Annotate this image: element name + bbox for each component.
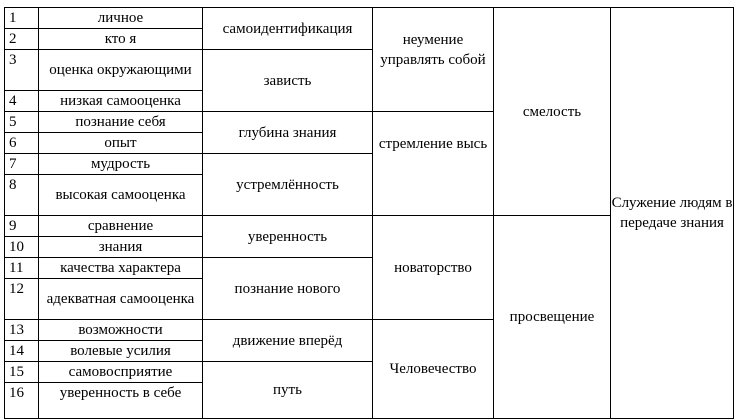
row-number: 1	[5, 8, 39, 29]
level5-cell: Служение людям в передаче знания	[611, 8, 734, 419]
level2-cell: самоидентификация	[203, 8, 373, 50]
row-number: 16	[5, 383, 39, 419]
item-cell: знания	[39, 237, 203, 258]
row-number: 14	[5, 341, 39, 362]
level4-cell: просвещение	[494, 216, 611, 419]
item-cell: сравнение	[39, 216, 203, 237]
level2-cell: путь	[203, 362, 373, 419]
level4-cell: смелость	[494, 8, 611, 216]
item-cell: качества характера	[39, 258, 203, 279]
row-number: 2	[5, 29, 39, 50]
row-number: 13	[5, 320, 39, 341]
item-cell: личное	[39, 8, 203, 29]
item-cell: кто я	[39, 29, 203, 50]
item-cell: волевые усилия	[39, 341, 203, 362]
level3-cell: новаторство	[373, 216, 494, 320]
item-cell: мудрость	[39, 154, 203, 175]
item-cell: оценка окружающими	[39, 50, 203, 91]
row-number: 5	[5, 112, 39, 133]
row-number: 6	[5, 133, 39, 154]
item-cell: низкая самооценка	[39, 91, 203, 112]
item-cell: возможности	[39, 320, 203, 341]
row-number: 8	[5, 175, 39, 216]
item-cell: высокая самооценка	[39, 175, 203, 216]
item-cell: опыт	[39, 133, 203, 154]
level3-cell: стремление высь	[373, 112, 494, 216]
level3-cell: неумение управлять собой	[373, 8, 494, 112]
row-number: 10	[5, 237, 39, 258]
level2-cell: познание нового	[203, 258, 373, 320]
row-number: 4	[5, 91, 39, 112]
level2-cell: уверенность	[203, 216, 373, 258]
item-cell: уверенность в себе	[39, 383, 203, 419]
level2-cell: устремлённость	[203, 154, 373, 216]
row-number: 9	[5, 216, 39, 237]
row-number: 11	[5, 258, 39, 279]
level2-cell: зависть	[203, 50, 373, 112]
level2-cell: глубина знания	[203, 112, 373, 154]
level2-cell: движение вперёд	[203, 320, 373, 362]
item-cell: самовосприятие	[39, 362, 203, 383]
level3-cell: Человечество	[373, 320, 494, 419]
row-number: 7	[5, 154, 39, 175]
hierarchy-table	[4, 7, 734, 419]
item-cell: познание себя	[39, 112, 203, 133]
row-number: 3	[5, 50, 39, 91]
row-number: 15	[5, 362, 39, 383]
item-cell: адекватная самооценка	[39, 279, 203, 320]
row-number: 12	[5, 279, 39, 320]
